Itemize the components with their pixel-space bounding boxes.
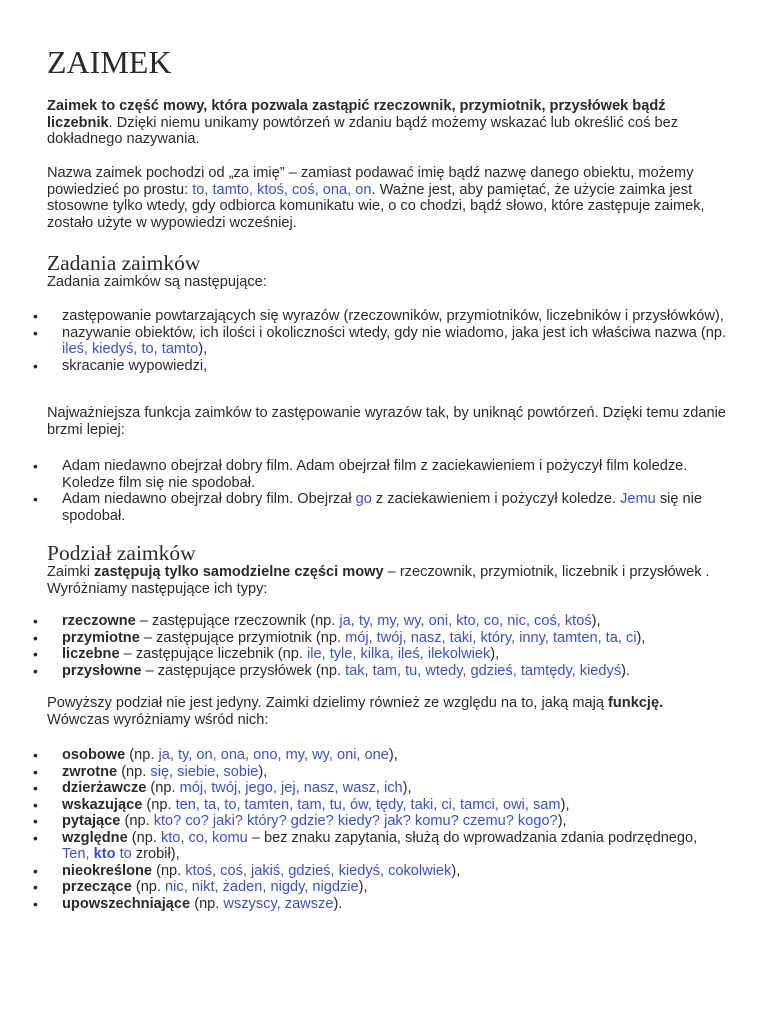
example-text: się nie spodobał.	[62, 491, 703, 524]
list-item	[33, 780, 727, 797]
list-item	[33, 747, 727, 764]
item-text: nazywanie obiektów, ich ilości i okoliczności wtedy, gdy nie wiadomo, jaka jest ich właściwa nazwa (np.	[62, 324, 727, 341]
examples-list	[33, 458, 727, 524]
function-name: pytające	[62, 813, 121, 829]
item-text: skracanie wypowiedzi,	[62, 357, 208, 374]
list-item	[33, 308, 727, 325]
function-after: ).	[333, 895, 343, 912]
function-name: zwrotne	[62, 763, 118, 780]
function-text-rest: Wówczas wyróżniamy wśród nich:	[47, 711, 269, 728]
bullet: •	[33, 662, 38, 679]
function-after: zrobił),	[131, 846, 180, 862]
list-item	[33, 763, 727, 781]
bullet: •	[33, 308, 38, 324]
type-examples[interactable]: mój, twój, nasz, taki, który, inny, tamten, ta, ci	[345, 629, 637, 646]
function-after: ),	[451, 862, 461, 879]
type-desc: – zastępujące liczebnik (np.	[119, 646, 307, 662]
function-after: ),	[258, 763, 268, 780]
function-examples[interactable]: ja, ty, on, ona, ono, my, wy, oni, one	[158, 747, 389, 763]
pronoun-go-link[interactable]: go	[355, 491, 372, 507]
type-desc: – zastępujące rzeczownik (np.	[135, 613, 340, 629]
item-after: ),	[198, 341, 208, 357]
bullet: •	[33, 491, 38, 507]
function-name: nieokreślone	[62, 862, 153, 879]
bullet: •	[33, 796, 38, 813]
list-item	[33, 895, 727, 913]
bullet: •	[33, 458, 38, 474]
bullet: •	[33, 357, 38, 374]
list-item	[33, 829, 727, 863]
list-item	[33, 357, 727, 375]
type-name: przysłowne	[62, 662, 142, 679]
example-text: z zaciekawieniem i pożyczył koledze.	[371, 491, 621, 507]
list-item	[33, 629, 727, 647]
example-kto[interactable]: kto	[93, 846, 116, 862]
tasks-heading: Zadania zaimków	[47, 251, 201, 275]
function-paragraph: Najważniejsza funkcja zaimków to zastępowanie wyrazów tak, by uniknąć powtórzeń. Dzięki temu zdanie brzmi lepiej:	[47, 405, 726, 438]
function-examples[interactable]: się, siebie, sobie	[150, 763, 259, 780]
example-ten[interactable]: Ten,	[62, 846, 90, 862]
bullet: •	[33, 747, 38, 763]
list-item	[33, 491, 727, 524]
function-bold: funkcję.	[608, 695, 664, 711]
function-pre: (np.	[127, 829, 161, 846]
origin-text: Nazwa zaimek pochodzi od „za imię” – zamiast podawać imię bądź nazwę danego obiektu, możemy powiedzieć po prostu:	[47, 165, 694, 198]
type-name: liczebne	[62, 646, 120, 662]
list-item	[33, 796, 727, 814]
list-item	[33, 646, 727, 663]
type-name: rzeczowne	[62, 613, 136, 629]
function-examples[interactable]: wszyscy, zawsze	[223, 895, 334, 912]
function-examples[interactable]: mój, twój, jego, jej, nasz, wasz, ich	[179, 780, 403, 796]
function-examples[interactable]: kto, co, komu	[160, 829, 248, 846]
item-text: zastępowanie powtarzających się wyrazów (rzeczowników, przymiotników, liczebników i przysłówków),	[62, 308, 724, 324]
function-pre: (np.	[142, 796, 176, 813]
division-text-rest: – rzeczownik, przymiotnik, liczebnik i przysłówek . Wyróżniamy następujące ich typy:	[47, 564, 710, 597]
function-examples[interactable]: ktoś, coś, jakiś, gdzieś, kiedyś, cokolwiek	[185, 862, 452, 879]
name-origin-paragraph	[47, 165, 727, 231]
type-examples[interactable]: tak, tam, tu, wtedy, gdzieś, tamtędy, kiedyś	[345, 662, 622, 679]
function-name: przeczące	[62, 879, 132, 895]
function-after: ),	[358, 879, 368, 895]
list-item	[33, 324, 727, 358]
bullet: •	[33, 613, 38, 629]
type-desc: – zastępujące przymiotnik (np.	[139, 629, 346, 646]
bullet: •	[33, 629, 38, 646]
item-links[interactable]: ileś, kiedyś, to, tamto	[62, 341, 199, 357]
list-item	[33, 862, 727, 880]
example-to[interactable]: to	[119, 846, 132, 862]
function-pre: (np.	[117, 763, 151, 780]
function-pre: (np.	[152, 862, 186, 879]
function-pre: (np.	[125, 747, 159, 763]
type-examples[interactable]: ja, ty, my, wy, oni, kto, co, nic, coś, ktoś	[339, 613, 592, 629]
function-pre: (np.	[146, 780, 180, 796]
list-item	[33, 458, 727, 491]
bullet: •	[33, 763, 38, 780]
bullet: •	[33, 324, 38, 341]
function-after: ),	[402, 780, 412, 796]
function-pre: (np.	[131, 879, 166, 895]
division-bold: zastępują tylko samodzielne części mowy	[94, 564, 384, 580]
function-name: upowszechniające	[62, 895, 191, 912]
division-heading: Podział zaimków	[47, 541, 196, 565]
function-after: ),	[557, 813, 567, 829]
function-text: Powyższy podział nie jest jedyny. Zaimki dzielimy również ze względu na to, jaką mają	[47, 695, 609, 711]
function-name: względne	[62, 829, 128, 846]
tasks-lead: Zadania zaimków są następujące:	[47, 274, 267, 290]
division-paragraph	[47, 564, 727, 597]
type-examples[interactable]: ile, tyle, kilka, ileś, ilekolwiek	[306, 646, 491, 662]
function-name: dzierżawcze	[62, 780, 147, 796]
function-examples[interactable]: nic, nikt, żaden, nigdy, nigdzie	[165, 879, 359, 895]
function-after: ),	[560, 796, 570, 813]
types-list	[33, 613, 727, 679]
function-after: ),	[388, 747, 398, 763]
function-pre: (np.	[120, 813, 154, 829]
origin-examples-link[interactable]: to, tamto, ktoś, coś, ona, on	[192, 181, 372, 198]
bullet: •	[33, 895, 38, 912]
list-item	[33, 613, 727, 630]
bullet: •	[33, 829, 38, 846]
function-pre: (np.	[190, 895, 224, 912]
example-text: Adam niedawno obejrzał dobry film. Obejrzał	[62, 491, 356, 507]
function-examples[interactable]: ten, ta, to, tamten, tam, tu, ów, tędy, taki, ci, tamci, owi, sam	[175, 796, 561, 813]
list-item	[33, 662, 727, 680]
bullet: •	[33, 646, 38, 662]
list-item	[33, 879, 727, 896]
function-examples[interactable]: kto? co? jaki? który? gdzie? kiedy? jak? komu? czemu? kogo?	[153, 813, 558, 829]
function-after: – bez znaku zapytania, służą do wprowadzania zdania podrzędnego,	[247, 829, 698, 846]
type-after: ),	[636, 629, 646, 646]
pronoun-jemu-link[interactable]: Jemu	[620, 491, 656, 507]
function-name: osobowe	[62, 747, 126, 763]
page-title: ZAIMEK	[47, 44, 172, 80]
bullet: •	[33, 879, 38, 895]
intro-rest: . Dzięki niemu unikamy powtórzeń w zdaniu bądź możemy wskazać lub określić coś bez dokładnego nazywania.	[47, 114, 679, 147]
type-name: przymiotne	[62, 629, 140, 646]
bullet: •	[33, 780, 38, 796]
functions-list	[33, 747, 727, 912]
type-desc: – zastępujące przysłówek (np.	[141, 662, 346, 679]
type-after: ).	[621, 662, 631, 679]
list-item	[33, 813, 727, 830]
function-division-paragraph	[47, 695, 727, 728]
type-after: ),	[591, 613, 601, 629]
origin-text-rest: . Ważne jest, aby pamiętać, że użycie zaimka jest stosowne tylko wtedy, gdy odbiorca komunikatu wie, o co chodzi, bądź słowo, które zastępuje zaimek, zostało użyte w wypowiedzi wcześniej.	[47, 181, 705, 231]
intro-bold: Zaimek to część mowy, która pozwala zastąpić rzeczownik, przymiotnik, przysłówek bądź liczebnik	[47, 98, 666, 131]
tasks-list	[33, 308, 727, 374]
function-name: wskazujące	[62, 796, 143, 813]
bullet: •	[33, 813, 38, 829]
example-text: Adam niedawno obejrzał dobry film. Adam obejrzał film z zaciekawieniem i pożyczył film koledze. Koledze film się nie spodobał.	[62, 458, 688, 491]
bullet: •	[33, 862, 38, 879]
division-text: Zaimki	[47, 564, 95, 580]
type-after: ),	[490, 646, 500, 662]
intro-paragraph	[47, 98, 727, 148]
